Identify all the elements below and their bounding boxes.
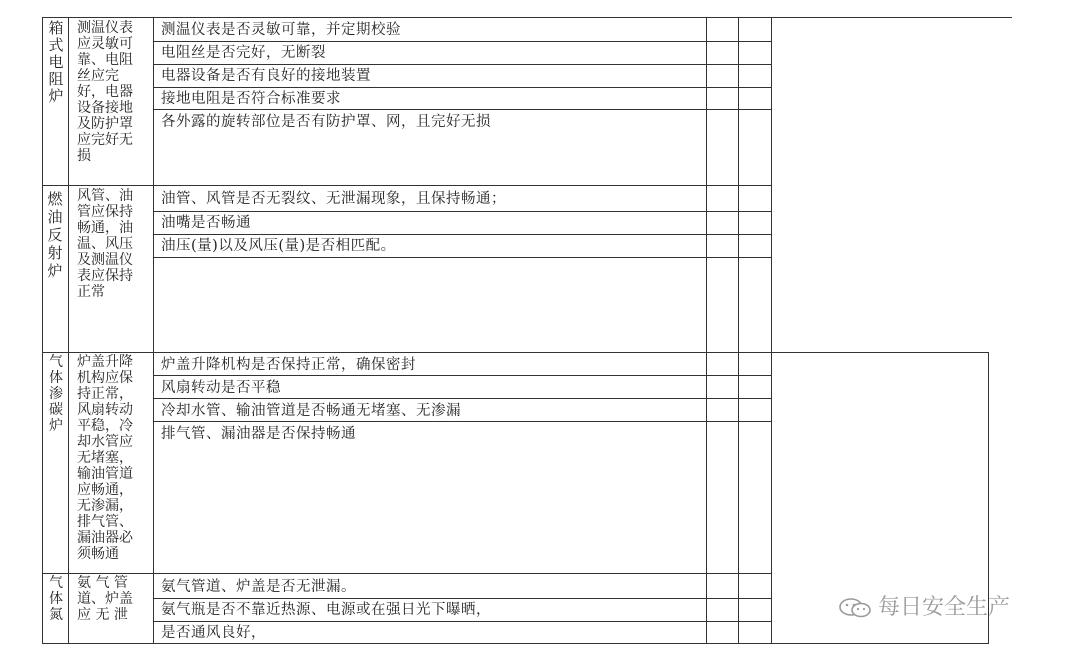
- row-separator: [153, 421, 771, 422]
- check-item: 测温仪表是否灵敏可靠，并定期校验: [161, 22, 401, 38]
- equipment-name: 气 体 氮: [49, 575, 63, 623]
- row-separator: [153, 87, 771, 88]
- requirement-text: 风管、油 管应保持 畅通，油 温、风压 及测温仪 表应保持 正常: [77, 188, 133, 300]
- check-item: 是否通风良好，: [161, 625, 266, 641]
- check-item: 炉盖升降机构是否保持正常，确保密封: [161, 357, 416, 373]
- row-separator: [153, 234, 771, 235]
- check-item: 排气管、漏油器是否保持畅通: [161, 426, 356, 442]
- check-item: 各外露的旋转部位是否有防护罩、网，且完好无损: [161, 114, 491, 130]
- check-item: 氨气管道、炉盖是否无泄漏。: [161, 579, 356, 595]
- check-item: 电器设备是否有良好的接地装置: [161, 68, 371, 84]
- row-separator: [153, 398, 771, 399]
- row-separator: [153, 41, 771, 42]
- requirement-text: 炉盖升降 机构应保 持正常， 风扇转动 平稳，冷 却水管应 无堵塞， 输油管道 应畅通， 无渗漏， 排气管、 漏油器必 须畅通: [77, 354, 133, 562]
- col-line-equipment: [68, 17, 69, 644]
- check-item: 电阻丝是否完好，无断裂: [161, 45, 326, 61]
- check-item: 油管、风管是否无裂纹、无泄漏现象，且保持畅通；: [161, 191, 506, 207]
- row-separator: [153, 375, 771, 376]
- watermark-text: 每日安全生产: [878, 595, 1011, 620]
- section-separator: [42, 573, 771, 574]
- check-item: 冷却水管、输油管道是否畅通无堵塞、无渗漏: [161, 403, 461, 419]
- row-separator: [153, 598, 771, 599]
- equipment-name: 箱 式 电 阻 炉: [48, 19, 64, 105]
- col-line-items: [706, 17, 707, 644]
- row-separator: [153, 257, 771, 258]
- col-line-check-2: [771, 17, 772, 644]
- table-top-border: [42, 17, 1012, 18]
- section-separator: [42, 352, 988, 353]
- requirement-text: 氨 气 管 道、炉盖 应 无 泄: [77, 575, 133, 623]
- wechat-icon: [838, 597, 872, 619]
- check-item: 油压(量)以及风压(量)是否相匹配。: [161, 238, 396, 254]
- check-item: 氨气瓶是否不靠近热源、电源或在强日光下曝晒，: [161, 602, 491, 618]
- col-line-requirement: [153, 17, 154, 644]
- requirement-text: 测温仪表 应灵敏可 靠、电阻 丝应完 好，电器 设备接地 及防护罩 应完好无 损: [77, 20, 133, 164]
- section-separator: [42, 185, 771, 186]
- row-separator: [153, 621, 771, 622]
- check-item: 油嘴是否畅通: [161, 215, 251, 231]
- check-item: 接地电阻是否符合标准要求: [161, 91, 341, 107]
- col-line-left: [42, 17, 43, 644]
- row-separator: [153, 109, 771, 110]
- watermark: [838, 590, 1010, 621]
- row-separator: [153, 64, 771, 65]
- table-bottom-border: [42, 643, 988, 644]
- equipment-name: 气 体 渗 碳 炉: [49, 354, 63, 434]
- equipment-name: 燃 油 反 射 炉: [47, 190, 63, 280]
- row-separator: [153, 211, 771, 212]
- col-line-check-1: [738, 17, 739, 644]
- check-item: 风扇转动是否平稳: [161, 380, 281, 396]
